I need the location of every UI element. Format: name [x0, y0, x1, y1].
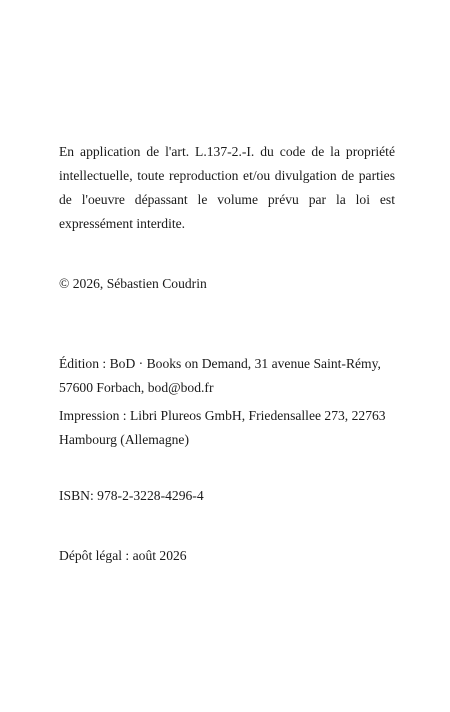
copyright-page: [59, 0, 395, 712]
edition-line-1: Édition : BoD · Books on Demand, 31 avenue Saint-Rémy,: [59, 356, 381, 371]
isbn: ISBN: 978-2-3228-4296-4: [59, 488, 204, 503]
printing-info: [59, 404, 395, 452]
printing-line-2: Hambourg (Allemagne): [59, 432, 189, 447]
copyright-line: © 2026, Sébastien Coudrin: [59, 276, 207, 291]
depot-legal: Dépôt légal : août 2026: [59, 548, 187, 563]
printing-line-1: Impression : Libri Plureos GmbH, Friedensallee 273, 22763: [59, 408, 386, 423]
edition-line-2: 57600 Forbach, bod@bod.fr: [59, 380, 214, 395]
edition-info: [59, 352, 395, 400]
legal-notice: En application de l'art. L.137-2.-I. du code de la propriété intellectuelle, toute reproduction et/ou divulgation de parties de l'oeuvre dépassant le volume prévu par la loi est expressément interdite.: [59, 144, 395, 231]
